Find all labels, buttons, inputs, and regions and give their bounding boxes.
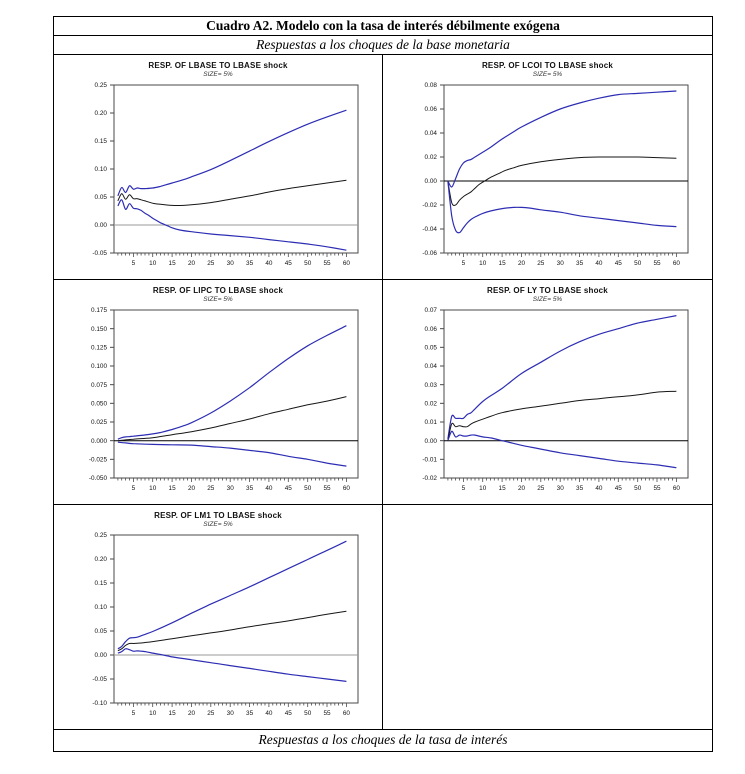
svg-text:0.15: 0.15 [94,580,107,588]
chart-size-label-lcoi: SIZE= 5% [532,71,563,78]
svg-text:20: 20 [187,485,196,492]
svg-text:25: 25 [207,260,215,267]
impulse-response-chart-ly [388,304,708,502]
svg-text:60: 60 [342,485,350,492]
svg-text:0.175: 0.175 [91,307,107,315]
svg-text:35: 35 [246,710,254,717]
svg-text:10: 10 [149,710,157,717]
svg-text:30: 30 [226,260,234,267]
chart-cell-lm1 [54,505,383,730]
svg-text:0.100: 0.100 [91,363,107,371]
svg-text:0.00: 0.00 [424,178,437,186]
chart-title-lcoi: RESP. OF LCOI TO LBASE shock [481,61,614,70]
svg-text:5: 5 [461,260,465,267]
svg-text:25: 25 [536,260,544,267]
svg-text:5: 5 [131,710,136,717]
chart-cell-lipc [54,280,383,505]
chart-title-ly: RESP. OF LY TO LBASE shock [487,286,608,295]
impulse-response-chart-lm1 [58,529,378,727]
svg-text:0.05: 0.05 [424,344,437,352]
svg-text:5: 5 [461,485,465,492]
svg-text:60: 60 [672,485,680,492]
empty-cell [383,505,712,730]
svg-text:-0.01: -0.01 [421,456,437,464]
svg-text:45: 45 [284,260,292,267]
svg-text:60: 60 [342,260,350,267]
svg-text:-0.02: -0.02 [421,475,437,483]
svg-text:-0.02: -0.02 [421,202,437,210]
svg-text:30: 30 [556,260,564,267]
svg-text:0.05: 0.05 [94,194,107,202]
svg-text:0.20: 0.20 [94,556,107,564]
svg-text:30: 30 [226,485,234,492]
svg-text:55: 55 [323,710,331,717]
svg-text:0.150: 0.150 [91,325,107,333]
svg-text:-0.025: -0.025 [88,456,107,464]
svg-text:0.02: 0.02 [424,154,437,162]
cuadro-a2-table [53,16,713,752]
chart-size-label-lbase: SIZE= 5% [203,71,233,78]
table-subtitle: Respuestas a los choques de la base monetaria [54,36,712,55]
svg-text:40: 40 [265,710,273,717]
svg-text:50: 50 [304,710,312,717]
svg-text:0.00: 0.00 [94,222,107,230]
svg-text:35: 35 [246,260,254,267]
svg-text:20: 20 [187,260,196,267]
svg-text:55: 55 [652,485,661,492]
svg-text:55: 55 [652,260,661,267]
table-title: Cuadro A2. Modelo con la tasa de interés débilmente exógena [54,17,712,36]
chart-size-label-lm1: SIZE= 5% [203,521,233,528]
svg-text:0.075: 0.075 [91,381,107,389]
svg-text:15: 15 [498,260,506,267]
svg-text:0.06: 0.06 [424,325,437,333]
svg-text:45: 45 [284,485,292,492]
svg-text:10: 10 [149,260,157,267]
svg-text:0.20: 0.20 [94,110,107,118]
svg-text:0.01: 0.01 [424,419,437,427]
chart-title-lm1: RESP. OF LM1 TO LBASE shock [154,511,282,520]
svg-text:0.06: 0.06 [424,106,437,114]
svg-text:30: 30 [226,710,234,717]
svg-text:50: 50 [304,260,312,267]
svg-text:40: 40 [594,485,602,492]
svg-text:-0.04: -0.04 [421,226,437,234]
svg-text:15: 15 [168,710,176,717]
svg-text:40: 40 [265,260,273,267]
chart-title-lipc: RESP. OF LIPC TO LBASE shock [152,286,284,295]
svg-text:45: 45 [614,485,622,492]
svg-text:-0.05: -0.05 [92,676,107,684]
svg-text:50: 50 [304,485,312,492]
svg-text:0.25: 0.25 [94,532,107,540]
svg-text:25: 25 [207,710,215,717]
chart-cell-lcoi [383,55,712,280]
svg-text:0.04: 0.04 [424,130,437,138]
svg-text:5: 5 [131,485,136,492]
svg-text:60: 60 [342,710,350,717]
svg-text:25: 25 [207,485,215,492]
svg-text:15: 15 [168,260,176,267]
svg-text:0.000: 0.000 [91,437,107,445]
svg-text:35: 35 [575,485,583,492]
impulse-response-chart-lbase [58,79,378,277]
svg-text:0.08: 0.08 [424,82,437,90]
chart-title-lbase: RESP. OF LBASE TO LBASE shock [148,61,288,70]
svg-text:15: 15 [168,485,176,492]
svg-text:-0.05: -0.05 [92,250,107,258]
svg-text:0.03: 0.03 [424,381,437,389]
svg-text:0.10: 0.10 [94,604,107,612]
svg-text:10: 10 [478,485,486,492]
svg-text:35: 35 [246,485,254,492]
svg-text:50: 50 [633,485,641,492]
svg-text:30: 30 [556,485,564,492]
svg-text:60: 60 [672,260,680,267]
table-footer-title: Respuestas a los choques de la tasa de interés [258,732,508,747]
svg-text:-0.10: -0.10 [92,700,107,708]
chart-cell-lbase [54,55,383,280]
svg-text:0.07: 0.07 [424,307,437,315]
svg-text:50: 50 [633,260,641,267]
svg-text:35: 35 [575,260,583,267]
chart-cell-ly [383,280,712,505]
svg-text:-0.06: -0.06 [421,250,437,258]
svg-text:55: 55 [323,485,331,492]
svg-text:5: 5 [131,260,136,267]
svg-text:0.050: 0.050 [91,400,107,408]
svg-text:20: 20 [517,485,525,492]
impulse-response-chart-lipc [58,304,378,502]
charts-grid [54,55,712,730]
svg-text:10: 10 [149,485,157,492]
svg-text:-0.050: -0.050 [88,475,107,483]
svg-text:40: 40 [265,485,273,492]
svg-text:45: 45 [284,710,292,717]
impulse-response-chart-lcoi [388,79,708,277]
svg-text:45: 45 [614,260,622,267]
svg-text:0.025: 0.025 [91,419,107,427]
svg-text:0.10: 0.10 [94,166,107,174]
svg-text:40: 40 [594,260,602,267]
svg-text:0.05: 0.05 [94,628,107,636]
svg-text:10: 10 [478,260,486,267]
svg-text:20: 20 [187,710,196,717]
svg-text:0.25: 0.25 [94,82,107,90]
svg-text:15: 15 [498,485,506,492]
chart-size-label-ly: SIZE= 5% [532,296,563,303]
svg-text:20: 20 [517,260,525,267]
svg-text:0.04: 0.04 [424,363,437,371]
svg-text:0.02: 0.02 [424,400,437,408]
svg-text:55: 55 [323,260,331,267]
svg-text:0.00: 0.00 [94,652,107,660]
svg-text:0.15: 0.15 [94,138,107,146]
svg-text:25: 25 [536,485,544,492]
svg-text:0.00: 0.00 [424,437,437,445]
svg-text:0.125: 0.125 [91,344,107,352]
chart-size-label-lipc: SIZE= 5% [203,296,233,303]
